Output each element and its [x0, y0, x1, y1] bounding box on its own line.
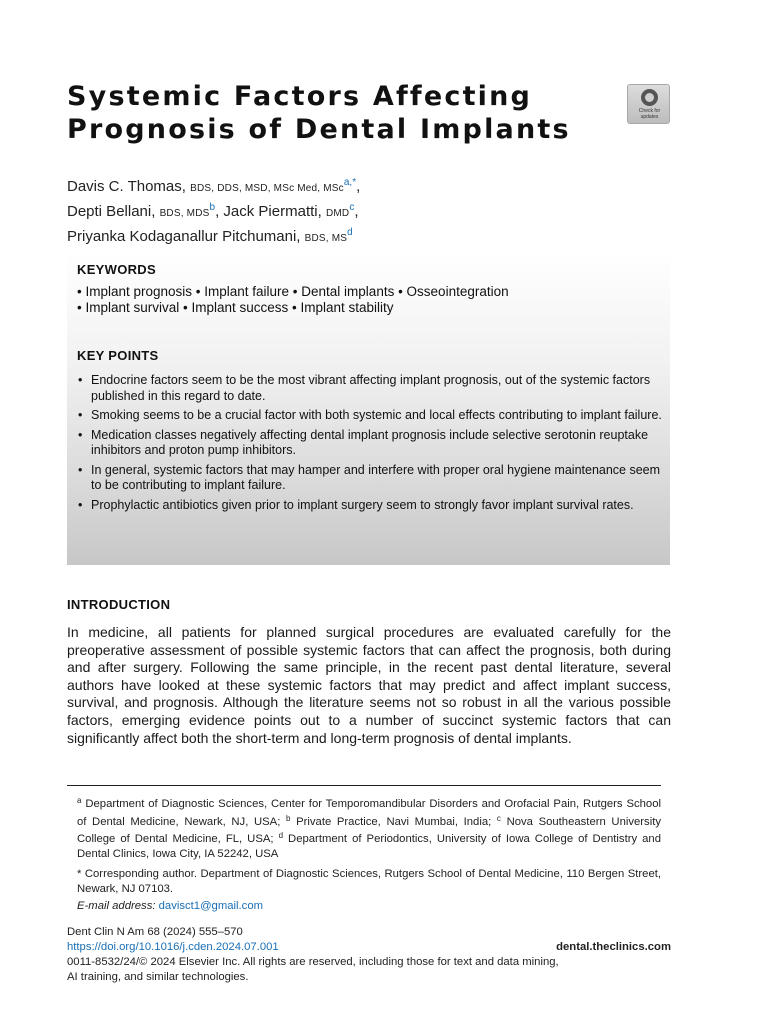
author-line-3 — [67, 223, 667, 248]
footnote-divider — [67, 785, 661, 786]
article-title — [67, 80, 607, 146]
keywords-list — [77, 284, 662, 316]
list-item: • Prophylactic antibiotics given prior to implant surgery seem to strongly favor implant survival rates. — [77, 498, 662, 514]
copyright-line: 0011-8532/24/© 2024 Elsevier Inc. All rights are reserved, including those for text and data mining, — [67, 956, 559, 968]
author-line-1: Davis C. Thomas, BDS, DDS, MSD, MSc Med, MSc$^{a,*}$, — [67, 177, 361, 195]
introduction-heading: INTRODUCTION — [67, 597, 171, 612]
list-item: • Medication classes negatively affecting dental implant prognosis include selective serotonin reuptake inhibitors and proton pump inhibitors. — [77, 428, 662, 459]
keywords-line: • Implant survival • Implant success • Implant stability — [77, 300, 394, 315]
corresponding-author-note: * Corresponding author. Department of Diagnostic Sciences, Rutgers School of Dental Medicine, 110 Bergen Street, Newark, NJ 07103. — [77, 868, 661, 895]
doi-row — [67, 940, 671, 955]
copyright-line: AI training, and similar technologies. — [67, 971, 249, 983]
email-link[interactable]: davisct1@gmail.com — [158, 900, 264, 912]
affiliations-footnote: $^a$ Department of Diagnostic Sciences, Center for Temporomandibular Disorders and Orofacial Pain, Rutgers School of Dental Medicine, Newark, NJ, USA; $^b$ Private Practice, Navi Mumbai, India; $^c$ Nova Southeastern University College of Dental Medicine, FL, USA; $^d$ Department of Periodontics, University of Iowa College of Dentistry and Dental Clinics, Iowa City, IA 52242, USA — [77, 796, 662, 860]
author-name: Priyanka Kodaganallur Pitchumani, — [67, 228, 301, 245]
introduction-paragraph: In medicine, all patients for planned surgical procedures are evaluated carefully for the preoperative assessment of possible systemic factors that can affect the prognosis, both during and after surgery. Following the same principle, in the recent past dental literature, several authors have looked at these systemic factors that may predict and affect implant success, survival, and prognosis. Although the literature seems not so robust in all the various possible factors, emerging evidence points out to a number of succinct systemic factors that can significantly affect both the short-term and long-term prognosis of dental implants. — [67, 624, 671, 746]
check-for-updates-button[interactable] — [627, 84, 670, 124]
doi-link[interactable]: https://doi.org/10.1016/j.cden.2024.07.001 — [67, 941, 279, 953]
keywords-keypoints-box — [67, 251, 670, 565]
affiliation-link[interactable]: a,* — [343, 177, 357, 188]
title-line-2: Prognosis of Dental Implants — [67, 114, 571, 145]
citation-block — [67, 925, 671, 985]
affiliation-link[interactable]: b — [209, 202, 216, 213]
crossmark-icon — [641, 89, 658, 106]
list-item: • Smoking seems to be a crucial factor with both systemic and local effects contributing to implant failure. — [77, 408, 662, 424]
author-name: Davis C. Thomas, — [67, 178, 186, 195]
journal-citation: Dent Clin N Am 68 (2024) 555–570 — [67, 926, 243, 938]
badge-label: Check for updates — [638, 108, 661, 120]
affiliation-link[interactable]: c — [349, 202, 355, 213]
author-name: Jack Piermatti, — [223, 203, 322, 220]
affiliation-link[interactable]: d — [347, 227, 353, 238]
author-list — [67, 173, 667, 248]
email-label: E-mail address: — [77, 900, 156, 912]
key-points-list — [77, 373, 662, 517]
title-line-1: Systemic Factors Affecting — [67, 81, 533, 112]
keywords-heading: KEYWORDS — [77, 262, 156, 277]
email-line — [77, 899, 263, 914]
author-degrees: BDS, MS — [304, 233, 348, 244]
key-points-heading: KEY POINTS — [77, 348, 159, 363]
author-degrees: DMD — [325, 208, 350, 219]
keywords-line: • Implant prognosis • Implant failure • Dental implants • Osseointegration — [77, 284, 509, 299]
author-name: Depti Bellani, — [67, 203, 156, 220]
journal-site-link[interactable]: dental.theclinics.com — [556, 941, 671, 953]
author-degrees: BDS, DDS, MSD, MSc Med, MSc — [190, 183, 344, 194]
author-degrees: BDS, MDS — [159, 208, 210, 219]
author-line-2: Depti Bellani, BDS, MDS$^b$, Jack Piermatti, DMD$^c$, — [67, 202, 359, 220]
list-item: • In general, systemic factors that may hamper and interfere with proper oral hygiene maintenance seem to be contributing to implant failure. — [77, 463, 662, 494]
list-item: • Endocrine factors seem to be the most vibrant affecting implant prognosis, out of the systemic factors published in this regard to date. — [77, 373, 662, 404]
